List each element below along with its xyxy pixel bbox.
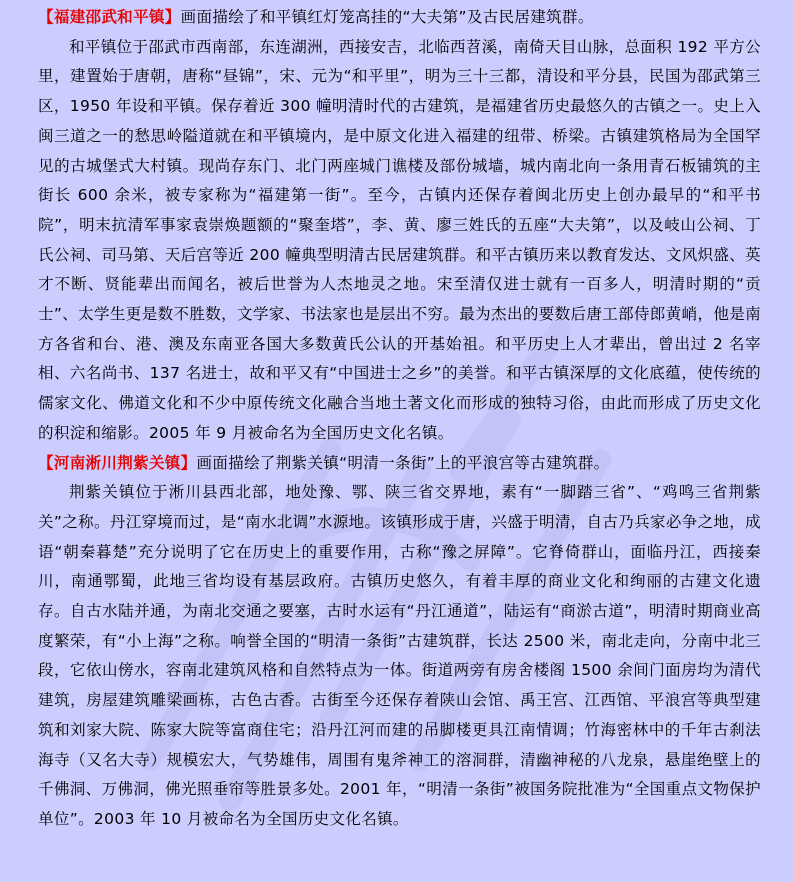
section-fujian-heping: [38, 3, 761, 449]
section-henan-jingziguan: [38, 449, 761, 835]
section-body: 荆紫关镇位于淅川县西北部，地处豫、鄂、陕三省交界地，素有“一脚踏三省”、“鸡鸣三省荆紫关”之称。丹江穿境而过，是“南水北调”水源地。该镇形成于唐，兴盛于明清，自古乃兵家必争之地，成语“朝秦暮楚”充分说明了它在历史上的重要作用，古称“豫之屏障”。它脊倚群山，面临丹江，西接秦川，南通鄂蜀，此地三省均设有基层政府。古镇历史悠久，有着丰厚的商业文化和绚丽的古建文化遗存。自古水陆并通，为南北交通之要塞，古时水运有“丹江通道”，陆运有“商淤古道”，明清时期商业高度繁荣，有“小上海”之称。响誉全国的“明清一条街”古建筑群，长达 2500 米，南北走向，分南中北三段，它依山傍水，容南北建筑风格和自然特点为一体。街道两旁有房舍楼阁 1500 余间门面房均为清代建筑，房屋建筑雕梁画栋，古色古香。古街至今还保存着陕山会馆、禹王宫、江西馆、平浪宫等典型建筑和刘家大院、陈家大院等富商住宅；沿丹江河而建的吊脚楼更具江南情调；竹海密林中的千年古刹法海寺（又名大寺）规模宏大，气势雄伟，周围有鬼斧神工的溶洞群，清幽神秘的八龙泉，悬崖绝壁上的千佛洞、万佛洞，佛光照垂帘等胜景多处。2001 年，“明清一条街”被国务院批准为“全国重点文物保护单位”。2003 年 10 月被命名为全国历史文化名镇。: [38, 483, 761, 828]
section-intro-line: [38, 449, 761, 479]
section-intro: 画面描绘了荆紫关镇“明清一条街”上的平浪宫等古建筑群。: [196, 453, 610, 472]
section-heading: 【河南淅川荆紫关镇】: [38, 453, 197, 472]
section-intro-line: [38, 3, 761, 33]
section-intro: 画面描绘了和平镇红灯笼高挂的“大夫第”及古民居建筑群。: [180, 8, 594, 26]
section-heading: 【福建邵武和平镇】: [38, 8, 181, 26]
section-body: 和平镇位于邵武市西南部，东连湖洲，西接安吉，北临西苕溪，南倚天目山脉，总面积 192 平方公里，建置始于唐朝，唐称“昼锦”，宋、元为“和平里”，明为三十三都，清设和平分县，民国为邵武第三区，1950 年设和平镇。保存着近 300 幢明清时代的古建筑，是福建省历史最悠久的古镇之一。史上入闽三道之一的愁思岭隘道就在和平镇境内，是中原文化进入福建的纽带、桥梁。古镇建筑格局为全国罕见的古城堡式大村镇。现尚存东门、北门两座城门谯楼及部份城墙，城内南北向一条用青石板铺筑的主街长 600 余米，被专家称为“福建第一街”。至今，古镇内还保存着闽北历史上创办最早的“和平书院”，明末抗清军事家袁崇焕题额的“聚奎塔”，李、黄、廖三姓氏的五座“大夫第”，以及岐山公祠、丁氏公祠、司马第、天后宫等近 200 幢典型明清古民居建筑群。和平古镇历来以教育发达、文风炽盛、英才不断、贤能辈出而闻名，被后世誉为人杰地灵之地。宋至清仅进士就有一百多人，明清时期的“贡士”、太学生更是数不胜数，文学家、书法家也是层出不穷。最为杰出的要数后唐工部侍郎黄峭，他是南方各省和台、港、澳及东南亚各国大多数黄氏公认的开基始祖。和平历史上人才辈出，曾出过 2 名宰相、六名尚书、137 名进士，故和平又有“中国进士之乡”的美誉。和平古镇深厚的文化底蕴，使传统的儒家文化、佛道文化和不少中原传统文化融合当地土著文化而形成的独特习俗，由此而形成了历史文化的积淀和缩影。2005 年 9 月被命名为全国历史文化名镇。: [38, 37, 761, 442]
